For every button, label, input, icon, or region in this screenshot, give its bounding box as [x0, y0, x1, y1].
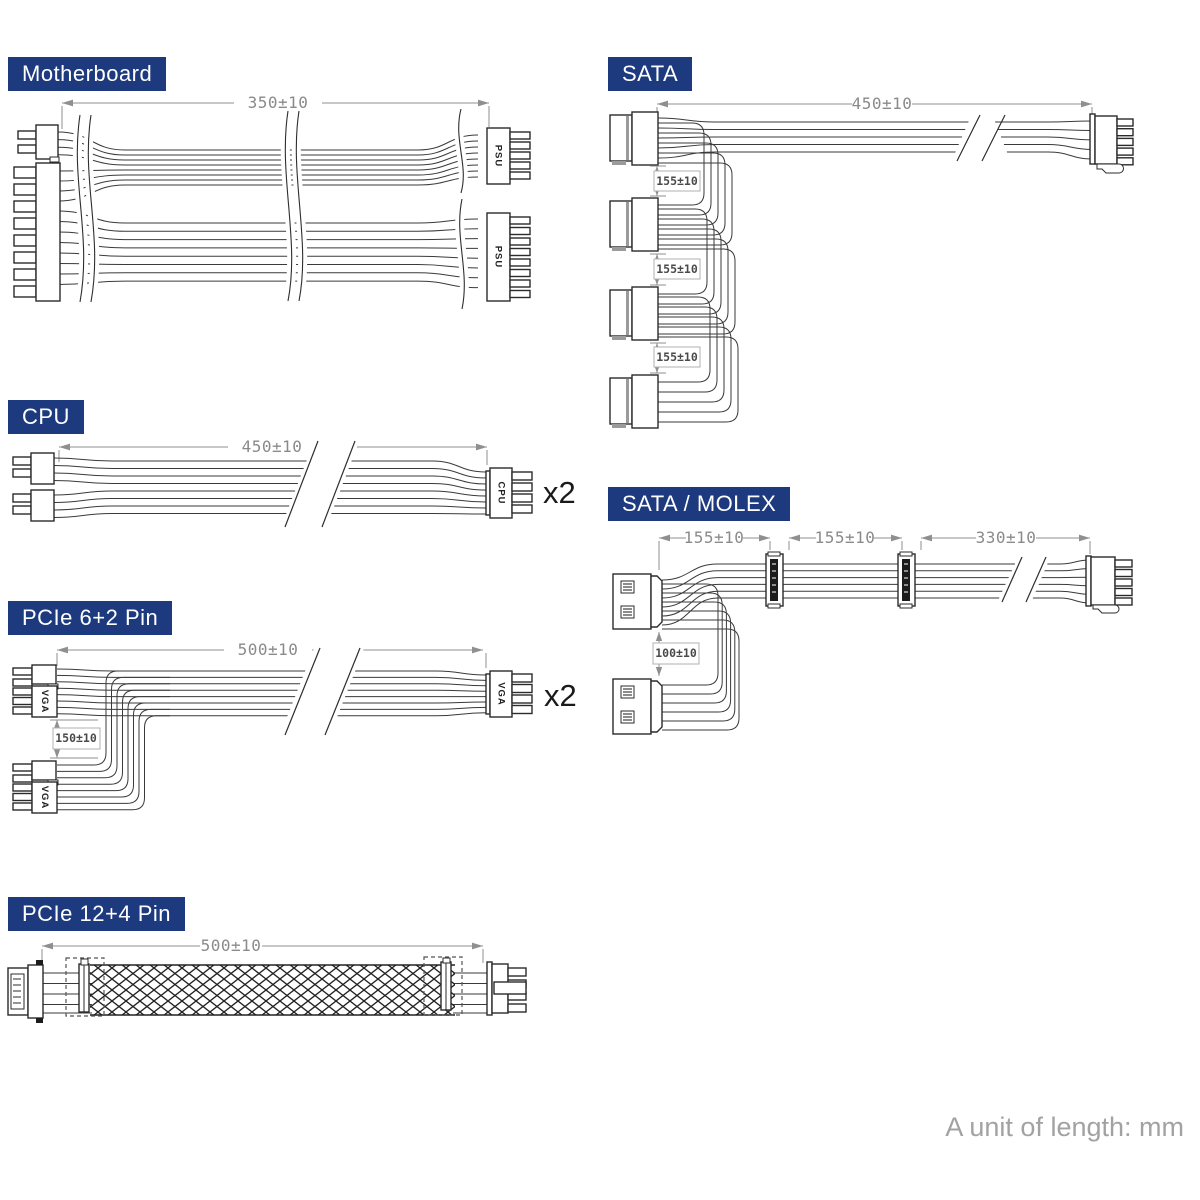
- dimension-branch-3: [650, 343, 700, 373]
- connector-pins: [512, 472, 532, 513]
- dim-text-155-1: 155±10: [656, 174, 698, 188]
- wire-bundle-main: [658, 118, 1093, 159]
- dim-text-330: 330±10: [975, 528, 1037, 547]
- cpu-psu-connector: [486, 468, 532, 518]
- cpu-cable-diagram: [0, 435, 590, 540]
- dimension-350: [62, 93, 489, 129]
- psu-connector-label: PSU: [492, 144, 504, 168]
- connector-pins: [14, 167, 36, 297]
- dim-text-500: 500±10: [237, 640, 299, 659]
- wire-bundle-top: [57, 669, 486, 716]
- psu-connector-2: [487, 213, 530, 301]
- section-label-sata-molex: SATA / MOLEX: [608, 487, 790, 521]
- dim-text-450: 450±10: [241, 437, 303, 456]
- wires-right: [453, 973, 487, 1013]
- connector-pins: [1117, 119, 1133, 165]
- sata-connector-2: [610, 198, 658, 251]
- pcie-12-4-connector-right: [487, 962, 526, 1015]
- motherboard-cable-diagram: [0, 95, 560, 317]
- dim-text-500: 500±10: [200, 936, 262, 955]
- vga-connector-label: VGA: [39, 689, 50, 714]
- sata-molex-cable-diagram: [600, 530, 1180, 745]
- inline-sata-connector-2: [898, 552, 915, 608]
- dimension-branch-1: [650, 166, 700, 196]
- sata-cable-diagram: [600, 95, 1160, 445]
- cable-break-marks: [77, 109, 464, 309]
- dimension-500: [42, 936, 483, 963]
- psu-side-connector: [1090, 114, 1133, 173]
- dim-text-155-a: 155±10: [683, 528, 745, 547]
- section-label-motherboard: Motherboard: [8, 57, 166, 91]
- section-label-pcie-12-4: PCIe 12+4 Pin: [8, 897, 185, 931]
- wire-bundle-lower: [58, 211, 478, 288]
- pcie-12-4-cable-diagram: [0, 935, 590, 1045]
- sata-connector-3: [610, 287, 658, 340]
- dimension-500: [57, 640, 486, 668]
- molex-cap: [651, 681, 662, 732]
- inline-sata-connector-1: [766, 552, 783, 608]
- unit-note: A unit of length: mm: [945, 1112, 1184, 1142]
- section-label-cpu: CPU: [8, 400, 84, 434]
- cable-break-mark: [996, 553, 1052, 605]
- vga-connector-label: VGA: [39, 785, 50, 810]
- pcie-12-4-connector-left: [8, 960, 43, 1023]
- section-label-sata: SATA: [608, 57, 692, 91]
- cpu-4pin-connector-top: [13, 453, 54, 484]
- dimension-450: [657, 94, 1092, 123]
- connector-latch: [1097, 164, 1124, 173]
- sata-connector-4: [610, 375, 658, 428]
- dim-text-350: 350±10: [247, 93, 309, 112]
- dim-text-450: 450±10: [851, 94, 913, 113]
- connector-pins: [1115, 560, 1132, 605]
- dimension-branch-2: [650, 254, 700, 285]
- cpu-4pin-connector-bottom: [13, 490, 54, 521]
- molex-connector-1: [613, 574, 662, 629]
- multiplier-x2: x2: [544, 678, 577, 713]
- dim-text-155-2: 155±10: [656, 262, 698, 276]
- wire-bundle-b: [54, 491, 486, 518]
- wire-bundle-a: [54, 458, 486, 490]
- psu-connector-label: PSU: [492, 245, 504, 269]
- vga-psu-connector: [486, 671, 532, 717]
- molex-cap: [651, 576, 662, 627]
- connector-latch: [494, 982, 526, 994]
- pcie-6-2-cable-diagram: [0, 640, 590, 825]
- molex-connector-2: [613, 679, 662, 734]
- psu-connector-1: [487, 128, 530, 184]
- dimension-150: [50, 720, 100, 758]
- section-label-pcie-6-2: PCIe 6+2 Pin: [8, 601, 172, 635]
- wire-bundle-upper-a: [58, 132, 478, 165]
- braided-sleeve: [90, 965, 455, 1015]
- connector-latch: [1093, 605, 1119, 613]
- vga-connector-bottom: [13, 761, 58, 813]
- connector-pins: [510, 217, 530, 298]
- dimension-100: [653, 632, 699, 676]
- dim-text-100: 100±10: [655, 646, 697, 660]
- vga-connector-top: [13, 665, 58, 717]
- sata-connector-1: [610, 112, 658, 165]
- cpu-connector-label: CPU: [495, 481, 507, 505]
- dim-text-155-b: 155±10: [814, 528, 876, 547]
- connector-pins: [512, 674, 532, 714]
- vga-connector-label: VGA: [495, 682, 507, 706]
- dim-text-150: 150±10: [55, 731, 97, 745]
- multiplier-x2: x2: [543, 475, 576, 510]
- connector-pins: [510, 132, 530, 179]
- psu-side-connector: [1086, 556, 1132, 613]
- atx-4pin-connector: [18, 125, 59, 162]
- atx-24pin-connector: [14, 163, 60, 301]
- dim-text-155-3: 155±10: [656, 350, 698, 364]
